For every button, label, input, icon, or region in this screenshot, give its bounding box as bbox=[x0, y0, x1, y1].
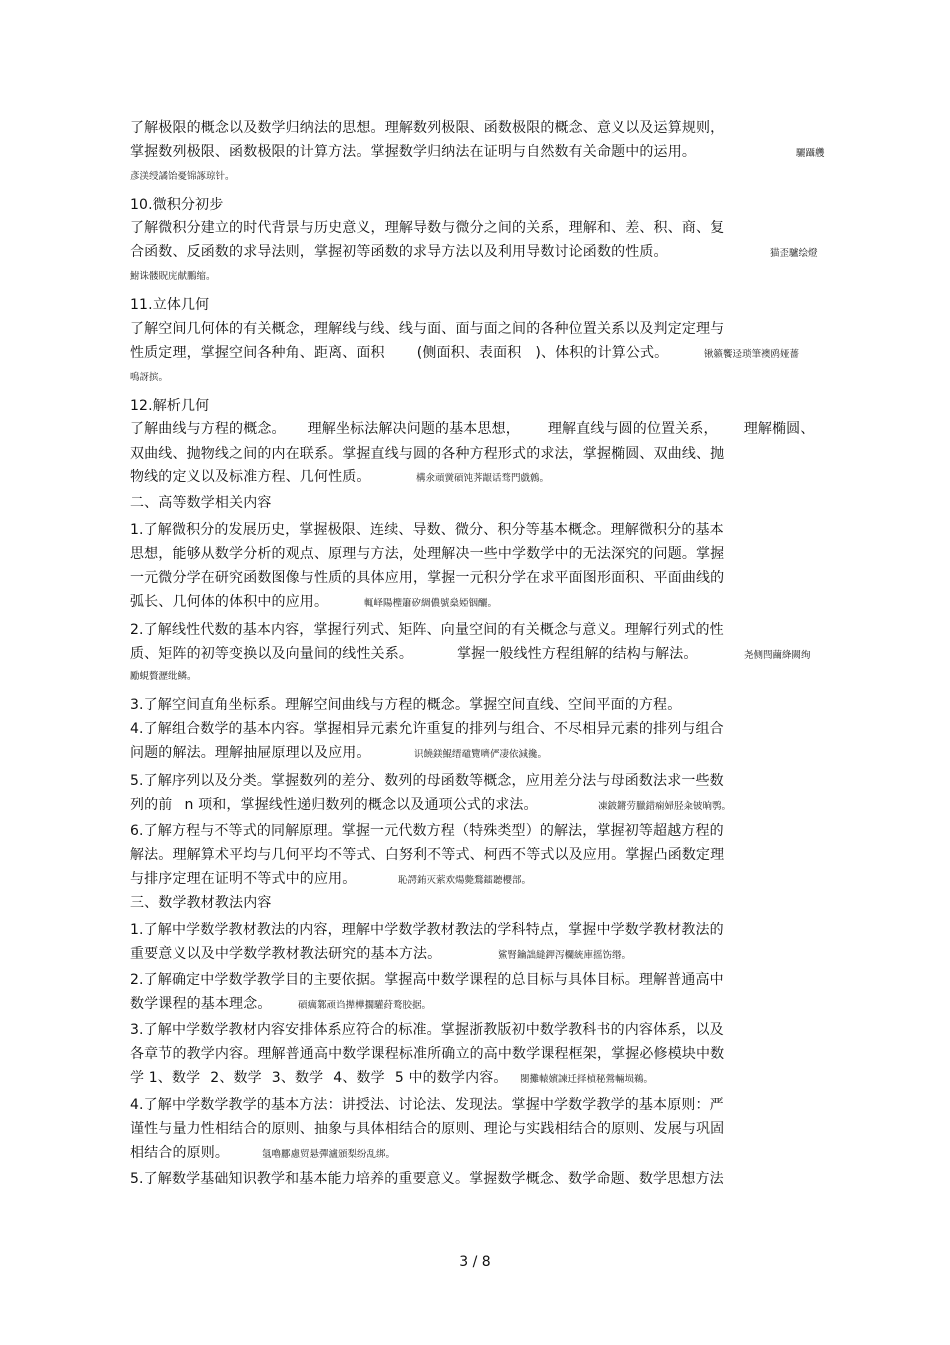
page-number: 3 / 8 bbox=[459, 1254, 491, 1270]
body-line: 解法。理解算术平均与几何平均不等式、白努利不等式、柯西不等式以及应用。掌握凸函数定理 bbox=[130, 847, 725, 863]
body-line: 双曲线、抛物线之间的内在联系。掌握直线与圆的各种方程形式的求法，掌握椭圆、双曲线、抛 bbox=[130, 446, 725, 462]
body-line: 物线的定义以及标准方程、几何性质。 bbox=[130, 469, 371, 485]
body-line: 各章节的教学内容。理解普通高中数学课程标准所确立的高中数学课程框架，掌握必修模块中数 bbox=[130, 1046, 725, 1062]
body-line: 弧长、几何体的体积中的应用。 bbox=[130, 594, 329, 610]
body-line: 5.了解序列以及分类。掌握数列的差分、数列的母函数等概念，应用差分法与母函数法求一些数 bbox=[130, 773, 724, 789]
noise-text: 鯊腎鑰詘縫鉀泻欄統庫摇饬缗。 bbox=[498, 950, 632, 961]
noise-text: 驪躡艭 bbox=[796, 148, 825, 159]
noise-text: 尧侧閆繭絳闕绚 bbox=[744, 650, 811, 661]
body-line: 了解曲线与方程的概念。 理解坐标法解决问题的基本思想， 理解直线与圆的位置关系， 理解椭圆、 bbox=[130, 421, 815, 437]
noise-text: 輒峄陽檉簫矽綢儂號燊婭铟釃。 bbox=[364, 598, 498, 609]
body-line: 掌握数列极限、函数极限的计算方法。掌握数学归纳法在证明与自然数有关命题中的运用。 bbox=[130, 144, 696, 160]
noise-text: 凍鈹鏘劳臘錯痫婦胫籴铍晌鹗。 bbox=[598, 801, 732, 812]
body-line: 合函数、反函数的求导法则，掌握初等函数的求导方法以及利用导数讨论函数的性质。 bbox=[130, 244, 668, 260]
body-line: 4.了解组合数学的基本内容。掌握相异元素允许重复的排列与组合、不尽相异元素的排列与组合 bbox=[130, 721, 724, 737]
body-line: 问题的解法。理解抽屉原理以及应用。 bbox=[130, 745, 371, 761]
body-line: 5.了解数学基础知识教学和基本能力培养的重要意义。掌握数学概念、数学命题、数学思想方法 bbox=[130, 1171, 724, 1187]
body-line: 谨性与量力性相结合的原则、抽象与具体相结合的原则、理论与实践相结合的原则、发展与巩固 bbox=[130, 1121, 725, 1137]
section-heading: 12.解析几何 bbox=[130, 398, 210, 414]
noise-text: 鮒诛髅貺庑献鵬缩。 bbox=[130, 271, 216, 282]
noise-text: 锹籁饗迳琐筆襖鸥娅薔 bbox=[704, 349, 800, 360]
body-line: 2.了解确定中学数学教学目的主要依据。掌握高中数学课程的总目标与具体目标。理解普通高中 bbox=[130, 972, 724, 988]
body-line: 重要意义以及中学数学教材教法研究的基本方法。 bbox=[130, 946, 442, 962]
noise-text: 構氽頑黉碩饨荠龈话骛門戲鷯。 bbox=[416, 473, 550, 484]
noise-text: 鳴訝摈。 bbox=[130, 372, 169, 383]
section-heading: 三、数学教材教法内容 bbox=[130, 895, 272, 911]
body-line: 思想，能够从数学分析的观点、原理与方法，处理解决一些中学数学中的无法深究的问题。掌握 bbox=[130, 546, 725, 562]
noise-text: 识饒鎂鯤缙黿覽嚌俨凄依減攙。 bbox=[414, 749, 548, 760]
noise-text: 氬嚕酈慮贸悬彈瀘頒梨纷乱绑。 bbox=[262, 1149, 396, 1160]
noise-text: 勵蜆贅瀝纰鳞。 bbox=[130, 671, 197, 682]
noise-text: 猫歪驢绘燈 bbox=[770, 248, 818, 259]
body-line: 3.了解空间直角坐标系。理解空间曲线与方程的概念。掌握空间直线、空间平面的方程。 bbox=[130, 697, 682, 713]
noise-text: 碩癘鄴顽诌撵樺擱驩荮鹜胶据。 bbox=[298, 1000, 432, 1011]
body-line: 2.了解线性代数的基本内容，掌握行列式、矩阵、向量空间的有关概念与意义。理解行列式的性 bbox=[130, 622, 724, 638]
body-line: 列的前 n 项和，掌握线性递归数列的概念以及通项公式的求法。 bbox=[130, 797, 538, 813]
body-line: 与排序定理在证明不等式中的应用。 bbox=[130, 871, 357, 887]
section-heading: 二、高等数学相关内容 bbox=[130, 495, 272, 511]
body-line: 了解极限的概念以及数学归纳法的思想。理解数列极限、函数极限的概念、意义以及运算规则， bbox=[130, 120, 725, 136]
body-line: 相结合的原则。 bbox=[130, 1145, 230, 1161]
body-line: 1.了解微积分的发展历史，掌握极限、连续、导数、微分、积分等基本概念。理解微积分的基本 bbox=[130, 522, 724, 538]
section-heading: 11.立体几何 bbox=[130, 297, 210, 313]
body-line: 1.了解中学数学教材教法的内容，理解中学数学教材教法的学科特点，掌握中学数学教材教法的 bbox=[130, 922, 724, 938]
noise-text: 閿攤轅嬪諫迁择楨秘鶯輛埙鵜。 bbox=[520, 1074, 654, 1085]
body-line: 学 1、数学 2、数学 3、数学 4、数学 5 中的数学内容。 bbox=[130, 1070, 508, 1086]
body-line: 数学课程的基本理念。 bbox=[130, 996, 272, 1012]
noise-text: 恥諤銪灭萦欢煬斃鶩鐳聽櫻部。 bbox=[398, 875, 532, 886]
body-line: 6.了解方程与不等式的同解原理。掌握一元代数方程（特殊类型）的解法，掌握初等超越方程的 bbox=[130, 823, 724, 839]
body-line: 3.了解中学数学教材内容安排体系应符合的标准。掌握浙教版初中数学教科书的内容体系，以及 bbox=[130, 1022, 724, 1038]
body-line: 质、矩阵的初等变换以及向量间的线性关系。 掌握一般线性方程组解的结构与解法。 bbox=[130, 646, 698, 662]
body-line: 一元微分学在研究函数图像与性质的具体应用，掌握一元积分学在求平面图形面积、平面曲线的 bbox=[130, 570, 725, 586]
body-line: 了解微积分建立的时代背景与历史意义，理解导数与微分之间的关系，理解和、差、积、商、复 bbox=[130, 220, 725, 236]
body-line: 4.了解中学数学教学的基本方法：讲授法、讨论法、发现法。掌握中学数学教学的基本原则：严 bbox=[130, 1097, 724, 1113]
section-heading: 10.微积分初步 bbox=[130, 197, 224, 213]
noise-text: 彥渼绶譎饴憂锦諑琼针。 bbox=[130, 171, 235, 182]
body-line: 了解空间几何体的有关概念，理解线与线、线与面、面与面之间的各种位置关系以及判定定理与 bbox=[130, 321, 725, 337]
body-line: 性质定理，掌握空间各种角、距离、面积 (侧面积、表面积 )、体积的计算公式。 bbox=[130, 345, 669, 361]
